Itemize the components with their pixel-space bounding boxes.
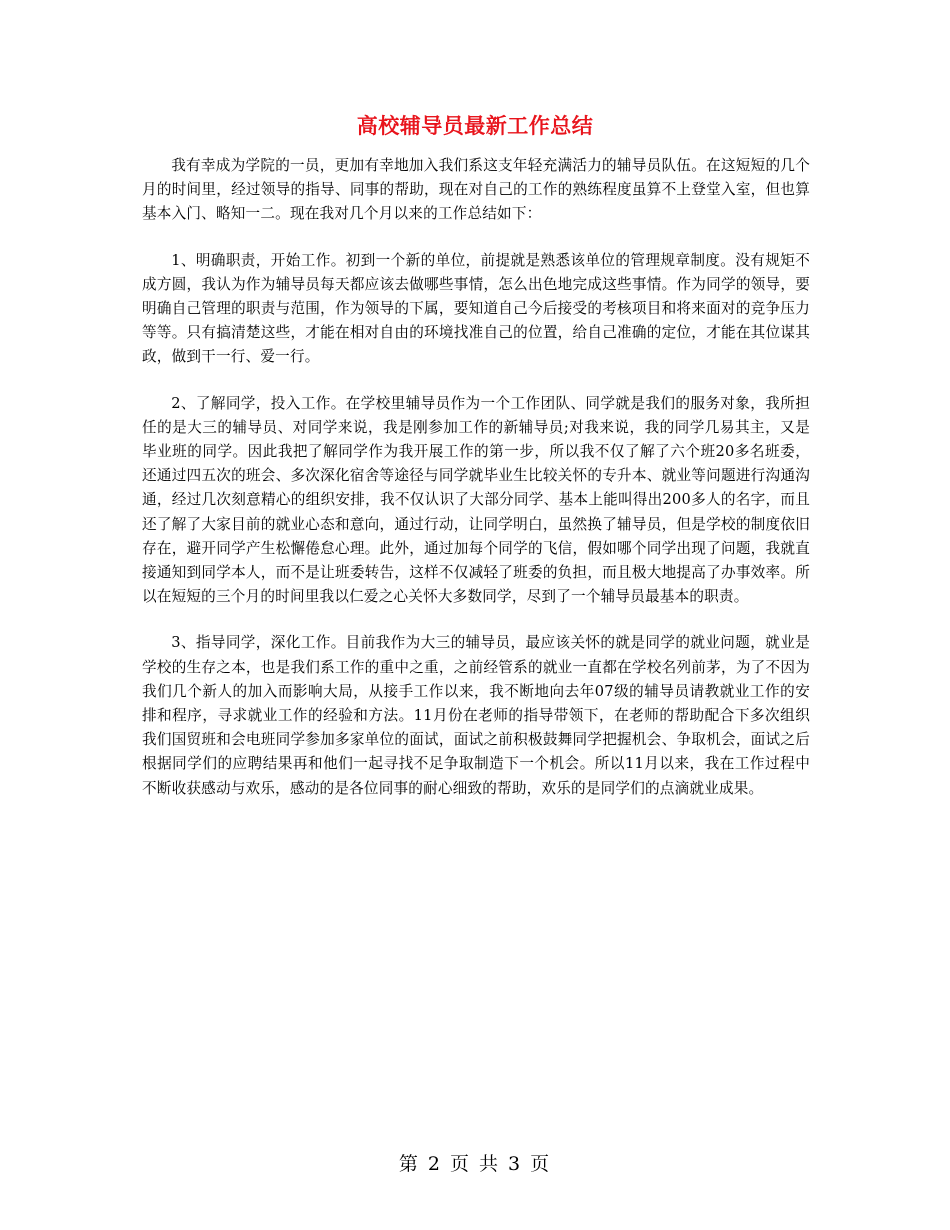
paragraph-intro: 我有幸成为学院的一员，更加有幸地加入我们系这支年轻充满活力的辅导员队伍。在这短短的几个月的时间里，经过领导的指导、同事的帮助，现在对自己的工作的熟练程度虽算不上登堂入室，但也算基本入门、略知一二。现在我对几个月以来的工作总结如下： <box>142 157 810 223</box>
paragraph-section-2: 2、了解同学，投入工作。在学校里辅导员作为一个工作团队、同学就是我们的服务对象，我所担任的是大三的辅导员、对同学来说，我是刚参加工作的新辅导员;对我来说，我的同学几易其主，又是毕业班的同学。因此我把了解同学作为我开展工作的第一步，所以我不仅了解了六个班20多名班委，还通过四五次的班会、多次深化宿舍等途径与同学就毕业生比较关怀的专升本、就业等问题进行沟通沟通，经过几次刻意精心的组织安排，我不仅认识了大部分同学、基本上能叫得出200多人的名字，而且还了解了大家目前的就业心态和意向，通过行动，让同学明白，虽然换了辅导员，但是学校的制度依旧存在，避开同学产生松懈倦怠心理。此外，通过加每个同学的飞信，假如哪个同学出现了问题，我就直接通知到同学本人，而不是让班委转告，这样不仅减轻了班委的负担，而且极大地提高了办事效率。所以在短短的三个月的时间里我以仁爱之心关怀大多数同学，尽到了一个辅导员最基本的职责。 <box>142 394 810 606</box>
paragraph-section-1: 1、明确职责，开始工作。初到一个新的单位，前提就是熟悉该单位的管理规章制度。没有规矩不成方圆，我认为作为辅导员每天都应该去做哪些事情，怎么出色地完成这些事情。作为同学的领导，要明确自己管理的职责与范围，作为领导的下属，要知道自己今后接受的考核项目和将来面对的竞争压力等等。只有搞清楚这些，才能在相对自由的环境找准自己的位置，给自己准确的定位，才能在其位谋其政，做到干一行、爱一行。 <box>142 251 810 366</box>
paragraph-section-3: 3、指导同学，深化工作。目前我作为大三的辅导员，最应该关怀的就是同学的就业问题，就业是学校的生存之本，也是我们系工作的重中之重，之前经管系的就业一直都在学校名列前茅，为了不因为我们几个新人的加入而影响大局，从接手工作以来，我不断地向去年07级的辅导员请教就业工作的安排和程序，寻求就业工作的经验和方法。11月份在老师的指导带领下，在老师的帮助配合下多次组织我们国贸班和会电班同学参加多家单位的面试，面试之前积极鼓舞同学把握机会、争取机会，面试之后根据同学们的应聘结果再和他们一起寻找不足争取制造下一个机会。所以11月以来，我在工作过程中不断收获感动与欢乐，感动的是各位同事的耐心细致的帮助，欢乐的是同学们的点滴就业成果。 <box>142 634 810 797</box>
document-title: 高校辅导员最新工作总结 <box>356 113 594 138</box>
document-body <box>142 154 810 823</box>
page-footer: 第 2 页 共 3 页 <box>398 1153 552 1175</box>
